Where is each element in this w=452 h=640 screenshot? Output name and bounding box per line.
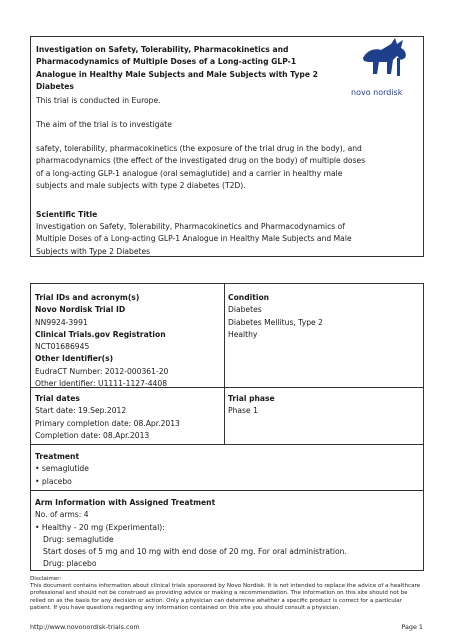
treatment-label: Treatment bbox=[35, 452, 80, 461]
disclaimer-text: This document contains information about clinical trials sponsored by Novo Nordisk. It is not intended to replace the advice of a healthcare professional and should not be construed as providing advice or making a recommendation. The information on this site should not be relied on as the basis for any decision or action. Only a physician can determine whether a specific product is correct for a particular patient. If you have questions regarding any information contained on this site you should consult a physician. bbox=[30, 583, 421, 611]
other-identifiers-label: Other Identifier(s) bbox=[35, 354, 114, 364]
arms-cell bbox=[31, 494, 424, 574]
logo-text: novo nordisk bbox=[351, 88, 403, 97]
eudract-number: EudraCT Number: 2012-000361-20 bbox=[35, 366, 169, 376]
trial-phase-label: Trial phase bbox=[228, 394, 275, 403]
arms-count: No. of arms: 4 bbox=[35, 510, 89, 520]
trial-phase-value: Phase 1 bbox=[228, 406, 258, 416]
novo-nordisk-logo-icon bbox=[357, 34, 413, 90]
footer-url-link[interactable]: http://www.novonordisk-trials.com bbox=[30, 623, 140, 631]
condition-item: Diabetes Mellitus, Type 2 bbox=[228, 317, 323, 327]
page-footer bbox=[30, 623, 423, 631]
condition-label: Condition bbox=[228, 293, 270, 302]
disclaimer-label: Disclaimer: bbox=[30, 576, 62, 582]
completion-date: Completion date: 08.Apr.2013 bbox=[35, 430, 150, 440]
trial-title: Investigation on Safety, Tolerability, Pharmacokinetics and Pharmacodynamics of Multiple Doses of a Long-acting GLP-1 Analogue in Healthy Male Subjects and Male Subjects with Type 2 Diabetes bbox=[36, 45, 318, 91]
other-identifier: Other Identifier: U1111-1127-4408 bbox=[35, 379, 168, 389]
trial-ids-label: Trial IDs and acronym(s) bbox=[35, 293, 140, 302]
nn-trial-id-value: NN9924-3991 bbox=[35, 317, 88, 327]
arm-drug: Drug: semaglutide bbox=[43, 534, 114, 544]
arm-drug: Drug: placebo bbox=[43, 559, 97, 569]
trial-dates-cell bbox=[31, 390, 224, 445]
aim-intro: The aim of the trial is to investigate bbox=[36, 120, 172, 129]
scientific-title-text: Investigation on Safety, Tolerability, Pharmacokinetics and Pharmacodynamics of Multiple Doses of a Long-acting GLP-1 Analogue in Healthy Male Subjects and Male Subjects with Type 2 Diabetes bbox=[36, 222, 352, 256]
treatment-item: • placebo bbox=[35, 476, 72, 486]
arm-item: • Healthy - 20 mg (Experimental): bbox=[35, 522, 165, 532]
arms-label: Arm Information with Assigned Treatment bbox=[35, 498, 216, 507]
ctgov-label: Clinical Trials.gov Registration bbox=[35, 329, 166, 339]
start-date: Start date: 19.Sep.2012 bbox=[35, 406, 127, 416]
nn-trial-id-label: Novo Nordisk Trial ID bbox=[35, 305, 126, 315]
trial-phase-cell bbox=[224, 390, 424, 421]
aim-text: safety, tolerability, pharmacokinetics (the exposure of the trial drug in the body), and pharmacodynamics (the effect of the investigated drug on the body) of multiple doses of a long-acting GLP-1 analogue (oral semaglutide) and a carrier in healthy male subjects and male subjects with type 2 diabetes (T2D). bbox=[36, 144, 366, 190]
condition-cell bbox=[224, 289, 424, 344]
condition-item: Diabetes bbox=[228, 305, 262, 315]
ctgov-value: NCT01686945 bbox=[35, 342, 90, 352]
page-number: Page 1 bbox=[401, 623, 423, 631]
trial-ids-cell bbox=[31, 289, 224, 393]
scientific-title-label: Scientific Title bbox=[36, 210, 98, 219]
conducted-text: This trial is conducted in Europe. bbox=[36, 96, 161, 105]
trial-dates-label: Trial dates bbox=[35, 394, 80, 403]
treatment-cell bbox=[31, 448, 424, 491]
disclaimer bbox=[30, 576, 425, 612]
condition-item: Healthy bbox=[228, 329, 258, 339]
primary-completion-date: Primary completion date: 08.Apr.2013 bbox=[35, 418, 180, 428]
treatment-item: • semaglutide bbox=[35, 464, 89, 474]
arm-description: Start doses of 5 mg and 10 mg with end dose of 20 mg. For oral administration. bbox=[43, 547, 347, 557]
details-box bbox=[30, 283, 424, 571]
